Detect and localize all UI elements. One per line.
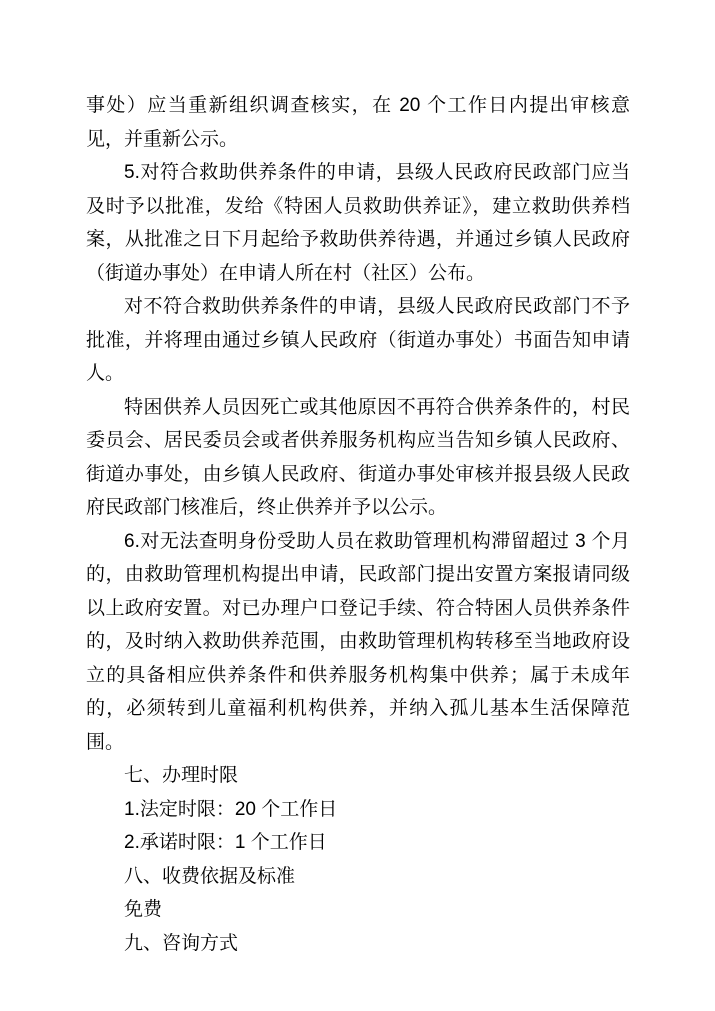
paragraph-item-6-unidentified: 6.对无法查明身份受助人员在救助管理机构滞留超过 3 个月的，由救助管理机构提出申请，民政部门提出安置方案报请同级以上政府安置。对已办理户口登记手续、符合特困人员供养条件的，及时纳入救助供养范围，由救助管理机构转移至当地政府设立的具备相应供养条件和供养服务机构集中供养；属于未成年的，必须转到儿童福利机构供养，并纳入孤儿基本生活保障范围。 bbox=[86, 530, 630, 753]
paragraph-non-eligible: 对不符合救助供养条件的申请，县级人民政府民政部门不予批准，并将理由通过乡镇人民政府（街道办事处）书面告知申请人。 bbox=[86, 296, 630, 384]
document-text-block bbox=[86, 89, 630, 960]
paragraph-legal-time-limit: 1.法定时限：20 个工作日 bbox=[124, 798, 338, 820]
paragraph-promised-time-limit: 2.承诺时限：1 个工作日 bbox=[124, 832, 327, 853]
paragraph-termination: 特困供养人员因死亡或其他原因不再符合供养条件的，村民委员会、居民委员会或者供养服务机构应当告知乡镇人民政府、街道办事处，由乡镇人民政府、街道办事处审核并报县级人民政府民政部门核准后，终止供养并予以公示。 bbox=[86, 396, 630, 518]
heading-7-time-limit: 七、办理时限 bbox=[124, 765, 239, 786]
heading-9-consultation: 九、咨询方式 bbox=[124, 932, 239, 954]
heading-8-fee-basis: 八、收费依据及标准 bbox=[124, 865, 296, 887]
paragraph-item-5-approval: 5.对符合救助供养条件的申请，县级人民政府民政部门应当及时予以批准，发给《特困人员救助供养证》，建立救助供养档案，从批准之日下月起给予救助供养待遇，并通过乡镇人民政府（街道办事处）在申请人所在村（社区）公布。 bbox=[86, 162, 630, 284]
paragraph-continuation: 事处）应当重新组织调查核实，在 20 个工作日内提出审核意见，并重新公示。 bbox=[86, 95, 630, 150]
paragraph-free: 免费 bbox=[124, 899, 163, 920]
